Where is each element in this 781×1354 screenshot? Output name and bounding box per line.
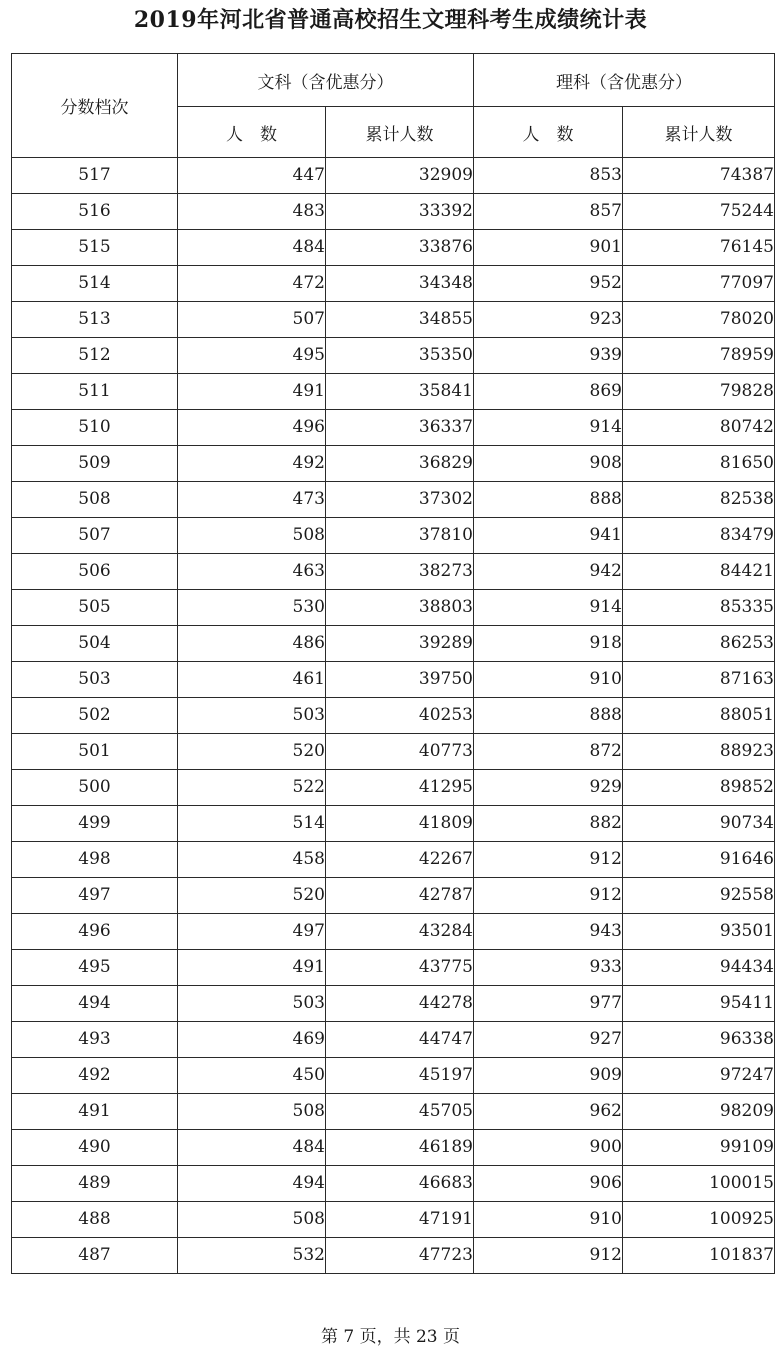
like-count-cell: 923 xyxy=(474,302,623,338)
like-cumulative-cell: 98209 xyxy=(623,1094,775,1130)
score-cell: 505 xyxy=(12,590,178,626)
table-row xyxy=(12,770,775,806)
score-cell: 511 xyxy=(12,374,178,410)
wenke-cumulative-cell: 41809 xyxy=(326,806,474,842)
like-cumulative-cell: 101837 xyxy=(623,1238,775,1274)
score-cell: 499 xyxy=(12,806,178,842)
table-row xyxy=(12,698,775,734)
wenke-cumulative-cell: 38803 xyxy=(326,590,474,626)
like-cumulative-cell: 96338 xyxy=(623,1022,775,1058)
score-cell: 513 xyxy=(12,302,178,338)
like-cumulative-cell: 92558 xyxy=(623,878,775,914)
wenke-cumulative-cell: 42267 xyxy=(326,842,474,878)
like-count-cell: 941 xyxy=(474,518,623,554)
score-cell: 487 xyxy=(12,1238,178,1274)
like-count-cell: 906 xyxy=(474,1166,623,1202)
page-footer: 第 7 页，共 23 页 xyxy=(320,1327,461,1347)
like-cumulative-cell: 87163 xyxy=(623,662,775,698)
like-cumulative-cell: 97247 xyxy=(623,1058,775,1094)
like-count-cell: 869 xyxy=(474,374,623,410)
like-count-cell: 872 xyxy=(474,734,623,770)
score-cell: 512 xyxy=(12,338,178,374)
wenke-cumulative-cell: 41295 xyxy=(326,770,474,806)
table-row xyxy=(12,266,775,302)
wenke-count-cell: 469 xyxy=(178,1022,326,1058)
table-row xyxy=(12,482,775,518)
like-cumulative-cell: 93501 xyxy=(623,914,775,950)
table-row xyxy=(12,1130,775,1166)
wenke-count-cell: 495 xyxy=(178,338,326,374)
like-cumulative-cell: 78020 xyxy=(623,302,775,338)
table-row xyxy=(12,518,775,554)
score-cell: 502 xyxy=(12,698,178,734)
wenke-cumulative-cell: 36829 xyxy=(326,446,474,482)
table-row xyxy=(12,1238,775,1274)
table-row xyxy=(12,1094,775,1130)
like-count-cell: 910 xyxy=(474,1202,623,1238)
like-cumulative-cell: 100015 xyxy=(623,1166,775,1202)
like-count-cell: 909 xyxy=(474,1058,623,1094)
wenke-cumulative-cell: 47723 xyxy=(326,1238,474,1274)
table-row xyxy=(12,1202,775,1238)
like-cumulative-header: 累计人数 xyxy=(623,107,775,158)
like-count-cell: 908 xyxy=(474,446,623,482)
wenke-cumulative-cell: 44747 xyxy=(326,1022,474,1058)
wenke-count-cell: 508 xyxy=(178,1202,326,1238)
like-count-cell: 888 xyxy=(474,698,623,734)
wenke-count-cell: 450 xyxy=(178,1058,326,1094)
wenke-cumulative-cell: 45705 xyxy=(326,1094,474,1130)
wenke-count-cell: 494 xyxy=(178,1166,326,1202)
like-count-cell: 888 xyxy=(474,482,623,518)
wenke-cumulative-cell: 36337 xyxy=(326,410,474,446)
score-cell: 500 xyxy=(12,770,178,806)
like-count-cell: 918 xyxy=(474,626,623,662)
score-cell: 516 xyxy=(12,194,178,230)
wenke-cumulative-cell: 38273 xyxy=(326,554,474,590)
wenke-count-cell: 491 xyxy=(178,950,326,986)
wenke-cumulative-cell: 40773 xyxy=(326,734,474,770)
like-cumulative-cell: 81650 xyxy=(623,446,775,482)
like-count-cell: 900 xyxy=(474,1130,623,1166)
table-row xyxy=(12,410,775,446)
table-row xyxy=(12,338,775,374)
score-cell: 494 xyxy=(12,986,178,1022)
wenke-count-cell: 484 xyxy=(178,1130,326,1166)
score-cell: 514 xyxy=(12,266,178,302)
wenke-cumulative-cell: 37302 xyxy=(326,482,474,518)
wenke-count-cell: 522 xyxy=(178,770,326,806)
like-cumulative-cell: 89852 xyxy=(623,770,775,806)
like-cumulative-cell: 79828 xyxy=(623,374,775,410)
wenke-cumulative-cell: 33392 xyxy=(326,194,474,230)
table-row xyxy=(12,230,775,266)
wenke-count-cell: 503 xyxy=(178,986,326,1022)
wenke-count-cell: 483 xyxy=(178,194,326,230)
table-row xyxy=(12,734,775,770)
like-count-cell: 912 xyxy=(474,842,623,878)
like-count-cell: 927 xyxy=(474,1022,623,1058)
wenke-cumulative-cell: 39750 xyxy=(326,662,474,698)
wenke-count-cell: 484 xyxy=(178,230,326,266)
wenke-count-cell: 507 xyxy=(178,302,326,338)
like-count-cell: 962 xyxy=(474,1094,623,1130)
wenke-count-cell: 530 xyxy=(178,590,326,626)
wenke-cumulative-cell: 35841 xyxy=(326,374,474,410)
like-cumulative-cell: 82538 xyxy=(623,482,775,518)
wenke-cumulative-cell: 40253 xyxy=(326,698,474,734)
score-cell: 509 xyxy=(12,446,178,482)
wenke-cumulative-cell: 46189 xyxy=(326,1130,474,1166)
like-cumulative-cell: 74387 xyxy=(623,158,775,194)
score-column-header: 分数档次 xyxy=(12,54,178,158)
like-cumulative-cell: 90734 xyxy=(623,806,775,842)
table-row xyxy=(12,194,775,230)
like-count-cell: 942 xyxy=(474,554,623,590)
like-count-cell: 952 xyxy=(474,266,623,302)
like-count-cell: 910 xyxy=(474,662,623,698)
wenke-count-cell: 461 xyxy=(178,662,326,698)
score-cell: 503 xyxy=(12,662,178,698)
wenke-cumulative-cell: 46683 xyxy=(326,1166,474,1202)
table-body xyxy=(12,158,775,1274)
score-cell: 501 xyxy=(12,734,178,770)
table-row xyxy=(12,878,775,914)
table-row xyxy=(12,590,775,626)
like-cumulative-cell: 83479 xyxy=(623,518,775,554)
wenke-count-header: 人 数 xyxy=(178,107,326,158)
wenke-count-cell: 463 xyxy=(178,554,326,590)
table-row xyxy=(12,302,775,338)
wenke-count-cell: 503 xyxy=(178,698,326,734)
like-count-cell: 943 xyxy=(474,914,623,950)
score-cell: 510 xyxy=(12,410,178,446)
wenke-count-cell: 532 xyxy=(178,1238,326,1274)
score-cell: 488 xyxy=(12,1202,178,1238)
like-count-cell: 857 xyxy=(474,194,623,230)
score-cell: 496 xyxy=(12,914,178,950)
like-cumulative-cell: 77097 xyxy=(623,266,775,302)
table-row xyxy=(12,662,775,698)
like-count-cell: 939 xyxy=(474,338,623,374)
wenke-cumulative-cell: 44278 xyxy=(326,986,474,1022)
table-row xyxy=(12,626,775,662)
table-row xyxy=(12,914,775,950)
page-title: 2019年河北省普通高校招生文理科考生成绩统计表 xyxy=(133,7,648,33)
score-cell: 490 xyxy=(12,1130,178,1166)
score-cell: 497 xyxy=(12,878,178,914)
table-row xyxy=(12,986,775,1022)
like-cumulative-cell: 78959 xyxy=(623,338,775,374)
wenke-count-cell: 497 xyxy=(178,914,326,950)
score-cell: 508 xyxy=(12,482,178,518)
table-row xyxy=(12,446,775,482)
like-count-cell: 914 xyxy=(474,590,623,626)
wenke-cumulative-cell: 37810 xyxy=(326,518,474,554)
like-cumulative-cell: 86253 xyxy=(623,626,775,662)
wenke-cumulative-header: 累计人数 xyxy=(326,107,474,158)
score-cell: 517 xyxy=(12,158,178,194)
wenke-group-header: 文科（含优惠分） xyxy=(178,54,474,107)
like-cumulative-cell: 95411 xyxy=(623,986,775,1022)
wenke-count-cell: 472 xyxy=(178,266,326,302)
wenke-count-cell: 508 xyxy=(178,518,326,554)
like-count-cell: 929 xyxy=(474,770,623,806)
like-count-cell: 977 xyxy=(474,986,623,1022)
wenke-cumulative-cell: 32909 xyxy=(326,158,474,194)
like-cumulative-cell: 85335 xyxy=(623,590,775,626)
like-cumulative-cell: 75244 xyxy=(623,194,775,230)
table-row xyxy=(12,842,775,878)
wenke-cumulative-cell: 34855 xyxy=(326,302,474,338)
wenke-cumulative-cell: 33876 xyxy=(326,230,474,266)
wenke-count-cell: 508 xyxy=(178,1094,326,1130)
score-cell: 504 xyxy=(12,626,178,662)
wenke-cumulative-cell: 47191 xyxy=(326,1202,474,1238)
score-cell: 515 xyxy=(12,230,178,266)
wenke-count-cell: 514 xyxy=(178,806,326,842)
like-group-header: 理科（含优惠分） xyxy=(474,54,775,107)
wenke-count-cell: 491 xyxy=(178,374,326,410)
like-count-cell: 912 xyxy=(474,878,623,914)
table-row xyxy=(12,554,775,590)
wenke-cumulative-cell: 39289 xyxy=(326,626,474,662)
like-cumulative-cell: 84421 xyxy=(623,554,775,590)
like-cumulative-cell: 80742 xyxy=(623,410,775,446)
like-count-cell: 882 xyxy=(474,806,623,842)
like-count-cell: 853 xyxy=(474,158,623,194)
wenke-count-cell: 447 xyxy=(178,158,326,194)
score-cell: 498 xyxy=(12,842,178,878)
wenke-cumulative-cell: 43775 xyxy=(326,950,474,986)
wenke-cumulative-cell: 43284 xyxy=(326,914,474,950)
wenke-cumulative-cell: 34348 xyxy=(326,266,474,302)
score-table xyxy=(11,53,775,1274)
like-cumulative-cell: 91646 xyxy=(623,842,775,878)
like-cumulative-cell: 88923 xyxy=(623,734,775,770)
table-row xyxy=(12,806,775,842)
wenke-count-cell: 486 xyxy=(178,626,326,662)
score-cell: 506 xyxy=(12,554,178,590)
like-cumulative-cell: 88051 xyxy=(623,698,775,734)
wenke-count-cell: 473 xyxy=(178,482,326,518)
wenke-count-cell: 520 xyxy=(178,878,326,914)
table-row xyxy=(12,374,775,410)
wenke-count-cell: 458 xyxy=(178,842,326,878)
table-row xyxy=(12,158,775,194)
like-count-cell: 914 xyxy=(474,410,623,446)
wenke-count-cell: 520 xyxy=(178,734,326,770)
like-count-cell: 901 xyxy=(474,230,623,266)
score-cell: 491 xyxy=(12,1094,178,1130)
score-cell: 489 xyxy=(12,1166,178,1202)
wenke-count-cell: 492 xyxy=(178,446,326,482)
score-cell: 507 xyxy=(12,518,178,554)
wenke-cumulative-cell: 35350 xyxy=(326,338,474,374)
like-cumulative-cell: 99109 xyxy=(623,1130,775,1166)
wenke-count-cell: 496 xyxy=(178,410,326,446)
score-cell: 495 xyxy=(12,950,178,986)
score-cell: 493 xyxy=(12,1022,178,1058)
like-count-cell: 933 xyxy=(474,950,623,986)
like-cumulative-cell: 76145 xyxy=(623,230,775,266)
table-row xyxy=(12,1022,775,1058)
table-row xyxy=(12,1058,775,1094)
like-count-header: 人 数 xyxy=(474,107,623,158)
like-cumulative-cell: 100925 xyxy=(623,1202,775,1238)
like-cumulative-cell: 94434 xyxy=(623,950,775,986)
like-count-cell: 912 xyxy=(474,1238,623,1274)
table-row xyxy=(12,950,775,986)
wenke-cumulative-cell: 42787 xyxy=(326,878,474,914)
wenke-cumulative-cell: 45197 xyxy=(326,1058,474,1094)
score-cell: 492 xyxy=(12,1058,178,1094)
table-row xyxy=(12,1166,775,1202)
